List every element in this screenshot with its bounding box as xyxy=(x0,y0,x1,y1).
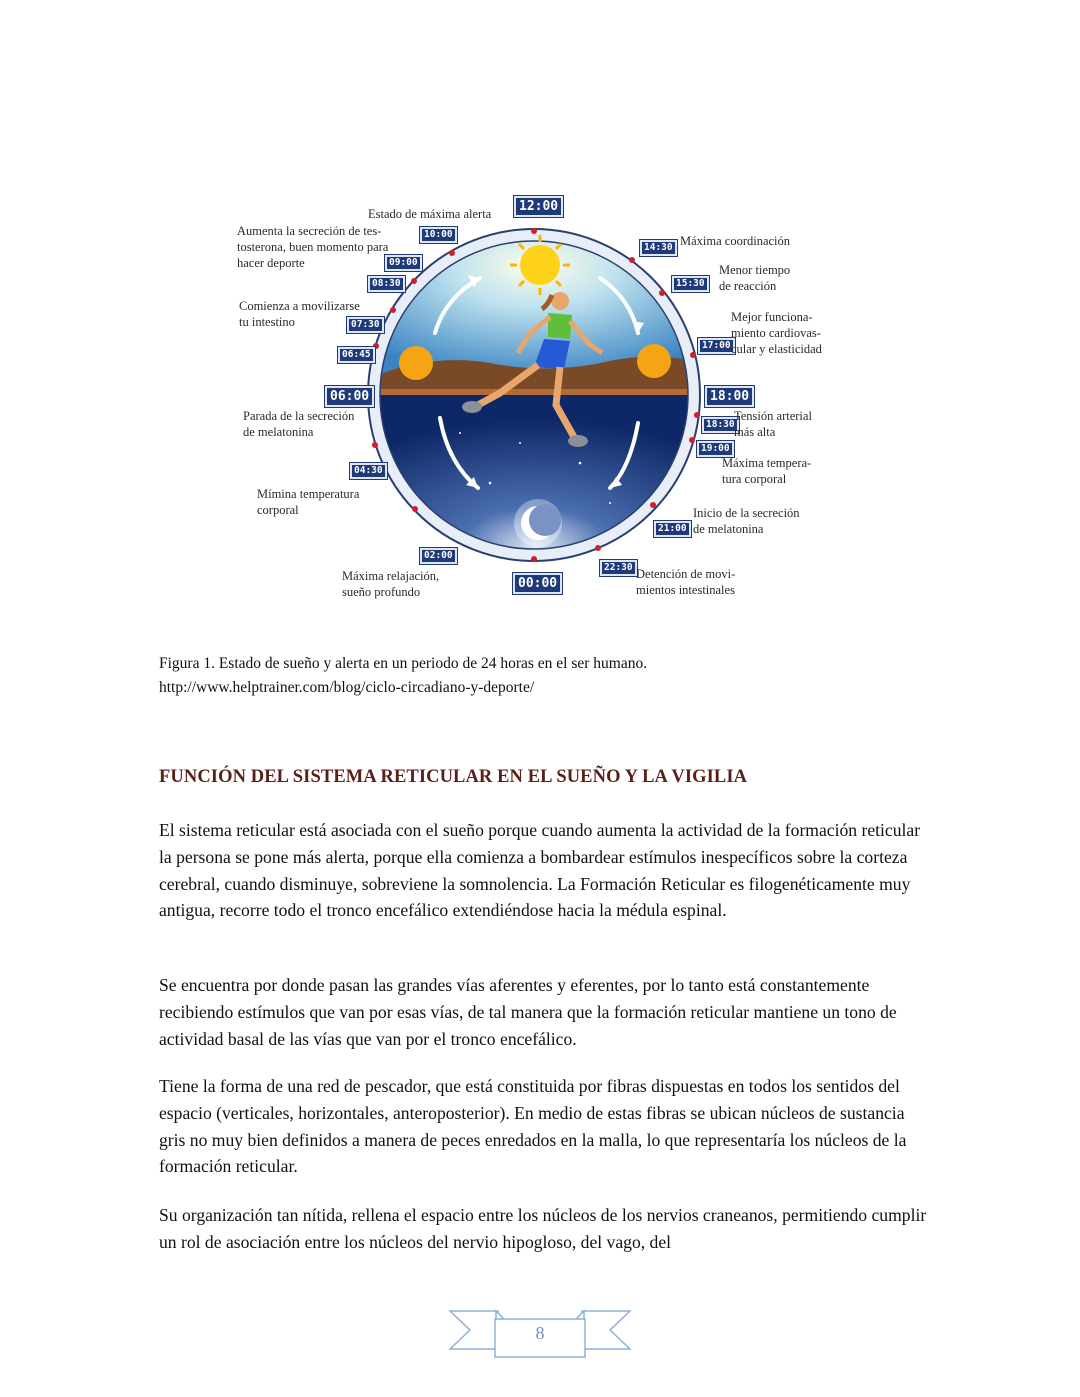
label-bowel-stop: Detención de movi- mientos intestinales xyxy=(636,567,736,597)
label-reaction: Menor tiempo de reacción xyxy=(719,263,791,293)
time-0430: 04:30 xyxy=(350,463,387,479)
circadian-clock-figure xyxy=(230,183,850,611)
label-cardio: Mejor funciona- miento cardiovas- cular y elasticidad xyxy=(731,310,822,356)
time-2230: 22:30 xyxy=(600,560,637,576)
section-heading: FUNCIÓN DEL SISTEMA RETICULAR EN EL SUEÑO Y LA VIGILIA xyxy=(159,767,748,787)
time-1800: 18:00 xyxy=(705,386,754,407)
page-number: 8 xyxy=(535,1323,545,1343)
paragraph-4: Su organización tan nítida, rellena el espacio entre los núcleos de los nervios craneanos, permitiendo cumplir un rol de asociación entre los núcleos del nervio hipogloso, del vago, del xyxy=(159,1205,927,1252)
paragraph-1: El sistema reticular está asociada con el sueño porque cuando aumenta la actividad de la formación reticular la persona se pone más alerta, porque ella comienza a bombardear estímulos inespecíficos sobre la corteza cerebral, cuando disminuye, sobreviene la somnolencia. La Formación Reticular es filogenéticamente muy antigua, recorre todo el tronco encefálico extendiéndose hacia la médula espinal. xyxy=(159,820,921,921)
time-0000: 00:00 xyxy=(513,573,562,594)
paragraph-2: Se encuentra por donde pasan las grandes vías aferentes y eferentes, por lo tanto está constantemente recibiendo estímulos que van por esas vías, de tal manera que la formación reticular mantiene un tono de actividad basal de las vías que van por el tronco encefálico. xyxy=(159,975,897,1049)
paragraph-3: Tiene la forma de una red de pescador, que está constituida por fibras dispuestas en todos los sentidos del espacio (verticales, horizontales, anteroposterior). En medio de estas fibras se ubican núcleos de sustancia gris no muy bien definidos a manera de peces enredados en la malla, lo que representaría los núcleos de la formación reticular. xyxy=(159,1076,907,1177)
time-0645: 06:45 xyxy=(338,347,375,363)
time-0830: 08:30 xyxy=(368,276,405,292)
label-max-alert: Estado de máxima alerta xyxy=(368,207,492,221)
time-2100: 21:00 xyxy=(654,521,691,537)
time-1430: 14:30 xyxy=(640,240,677,256)
time-1530: 15:30 xyxy=(672,276,709,292)
label-pressure: Tensión arterial más alta xyxy=(734,409,812,439)
time-1200: 12:00 xyxy=(514,196,563,217)
label-max-relax: Máxima relajación, sueño profundo xyxy=(342,569,440,599)
label-melatonin-stop: Parada de la secreción de melatonina xyxy=(243,409,355,439)
label-min-temp: Mímina temperatura corporal xyxy=(257,487,360,517)
time-1830: 18:30 xyxy=(702,417,739,433)
time-0730: 07:30 xyxy=(347,317,384,333)
time-0900: 09:00 xyxy=(385,255,422,271)
label-intestine: Comienza a movilizarse tu intestino xyxy=(239,299,360,329)
figure-caption: Figura 1. Estado de sueño y alerta en un periodo de 24 horas en el ser humano. xyxy=(159,655,648,672)
time-1700: 17:00 xyxy=(698,338,735,354)
time-1900: 19:00 xyxy=(697,441,734,457)
time-0200: 02:00 xyxy=(420,548,457,564)
label-melatonin-start: Inicio de la secreción de melatonina xyxy=(693,506,800,536)
label-testosterone: Aumenta la secreción de tes- tosterona, buen momento para hacer deporte xyxy=(237,224,389,270)
label-max-temp: Máxima tempera- tura corporal xyxy=(722,456,812,486)
figure-source-link[interactable]: http://www.helptrainer.com/blog/ciclo-circadiano-y-deporte/ xyxy=(159,679,535,696)
label-max-coord: Máxima coordinación xyxy=(680,234,791,248)
time-0600: 06:00 xyxy=(325,386,374,407)
time-1000: 10:00 xyxy=(420,227,457,243)
